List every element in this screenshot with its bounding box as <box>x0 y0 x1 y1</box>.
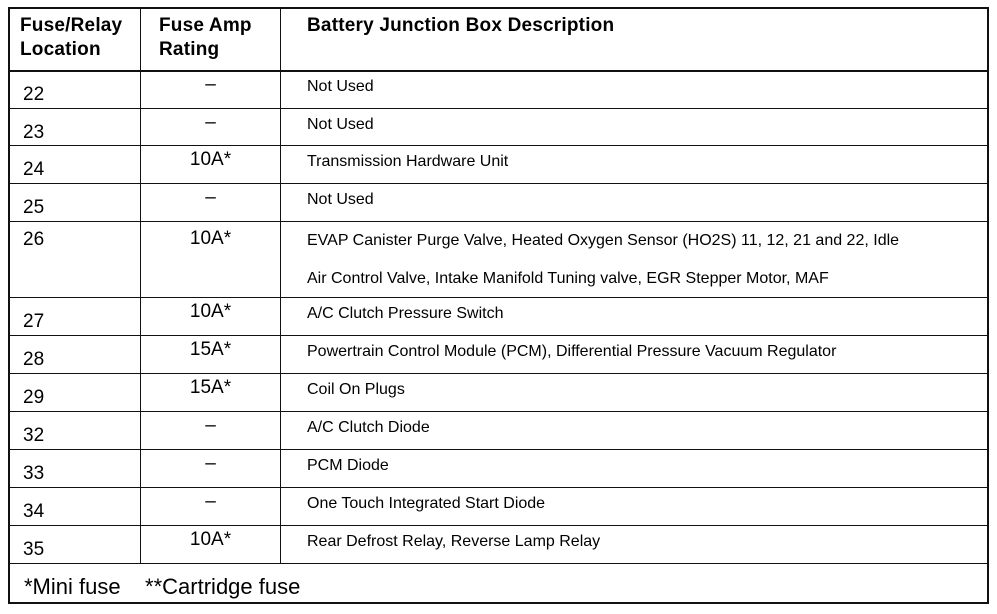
header-location-line-2: Location <box>20 39 101 60</box>
cell-description <box>307 495 977 513</box>
cell-description <box>307 191 977 209</box>
cell-description <box>307 305 977 323</box>
header-location-line-1: Fuse/Relay <box>20 15 123 36</box>
cell-rating: 10A* <box>189 228 232 249</box>
cell-location: 29 <box>23 387 45 408</box>
cell-rating: – <box>205 415 216 436</box>
description-line: Not Used <box>307 191 374 208</box>
column-divider <box>280 9 281 563</box>
cell-location: 32 <box>23 425 45 446</box>
cell-description <box>307 457 977 475</box>
cell-rating: 10A* <box>189 149 232 170</box>
row-divider <box>10 297 987 298</box>
cell-rating: – <box>205 74 216 95</box>
row-divider <box>10 487 987 488</box>
cell-rating: – <box>205 187 216 208</box>
description-line: PCM Diode <box>307 457 389 474</box>
cell-rating: – <box>205 453 216 474</box>
row-divider <box>10 411 987 412</box>
cell-location: 33 <box>23 463 45 484</box>
header-description: Battery Junction Box Description <box>307 15 615 36</box>
cell-location: 35 <box>23 539 45 560</box>
cell-location: 25 <box>23 197 45 218</box>
cell-description <box>307 381 977 399</box>
cell-description <box>307 343 977 361</box>
cell-location: 28 <box>23 349 45 370</box>
row-divider <box>10 145 987 146</box>
cell-location: 22 <box>23 84 45 105</box>
row-divider <box>10 108 987 109</box>
row-divider <box>10 335 987 336</box>
header-location <box>20 14 140 62</box>
header-rating-line-2: Rating <box>159 39 220 60</box>
fuse-table <box>8 7 989 604</box>
description-line: A/C Clutch Pressure Switch <box>307 305 504 322</box>
cell-location: 27 <box>23 311 45 332</box>
row-divider <box>10 373 987 374</box>
description-line: EVAP Canister Purge Valve, Heated Oxygen Sensor (HO2S) 11, 12, 21 and 22, Idle <box>307 232 900 249</box>
cell-location: 34 <box>23 501 45 522</box>
cell-description <box>307 232 977 288</box>
description-line: A/C Clutch Diode <box>307 419 430 436</box>
description-line: Air Control Valve, Intake Manifold Tuning valve, EGR Stepper Motor, MAF <box>307 270 829 287</box>
row-divider <box>10 183 987 184</box>
cell-description <box>307 78 977 96</box>
footnote: *Mini fuse **Cartridge fuse <box>24 574 301 599</box>
description-line: Powertrain Control Module (PCM), Differential Pressure Vacuum Regulator <box>307 343 837 360</box>
cell-description <box>307 419 977 437</box>
cell-rating: 10A* <box>189 529 232 550</box>
cell-location: 23 <box>23 122 45 143</box>
cell-description <box>307 116 977 134</box>
cell-description <box>307 153 977 171</box>
description-line: Transmission Hardware Unit <box>307 153 509 170</box>
header-rating-line-1: Fuse Amp <box>159 15 252 36</box>
row-divider <box>10 449 987 450</box>
cell-description <box>307 533 977 551</box>
description-line: Not Used <box>307 78 374 95</box>
description-line: Rear Defrost Relay, Reverse Lamp Relay <box>307 533 601 550</box>
cell-location: 24 <box>23 159 45 180</box>
row-divider <box>10 525 987 526</box>
description-line: Coil On Plugs <box>307 381 405 398</box>
footer-divider <box>10 563 987 564</box>
description-line: Not Used <box>307 116 374 133</box>
cell-rating: – <box>205 491 216 512</box>
cell-rating: 15A* <box>189 339 232 360</box>
description-line: One Touch Integrated Start Diode <box>307 495 546 512</box>
header-divider <box>10 70 987 72</box>
cell-rating: 10A* <box>189 301 232 322</box>
cell-location: 26 <box>23 229 45 250</box>
row-divider <box>10 221 987 222</box>
column-divider <box>140 9 141 563</box>
cell-rating: – <box>205 112 216 133</box>
header-rating <box>159 14 279 62</box>
cell-rating: 15A* <box>189 377 232 398</box>
